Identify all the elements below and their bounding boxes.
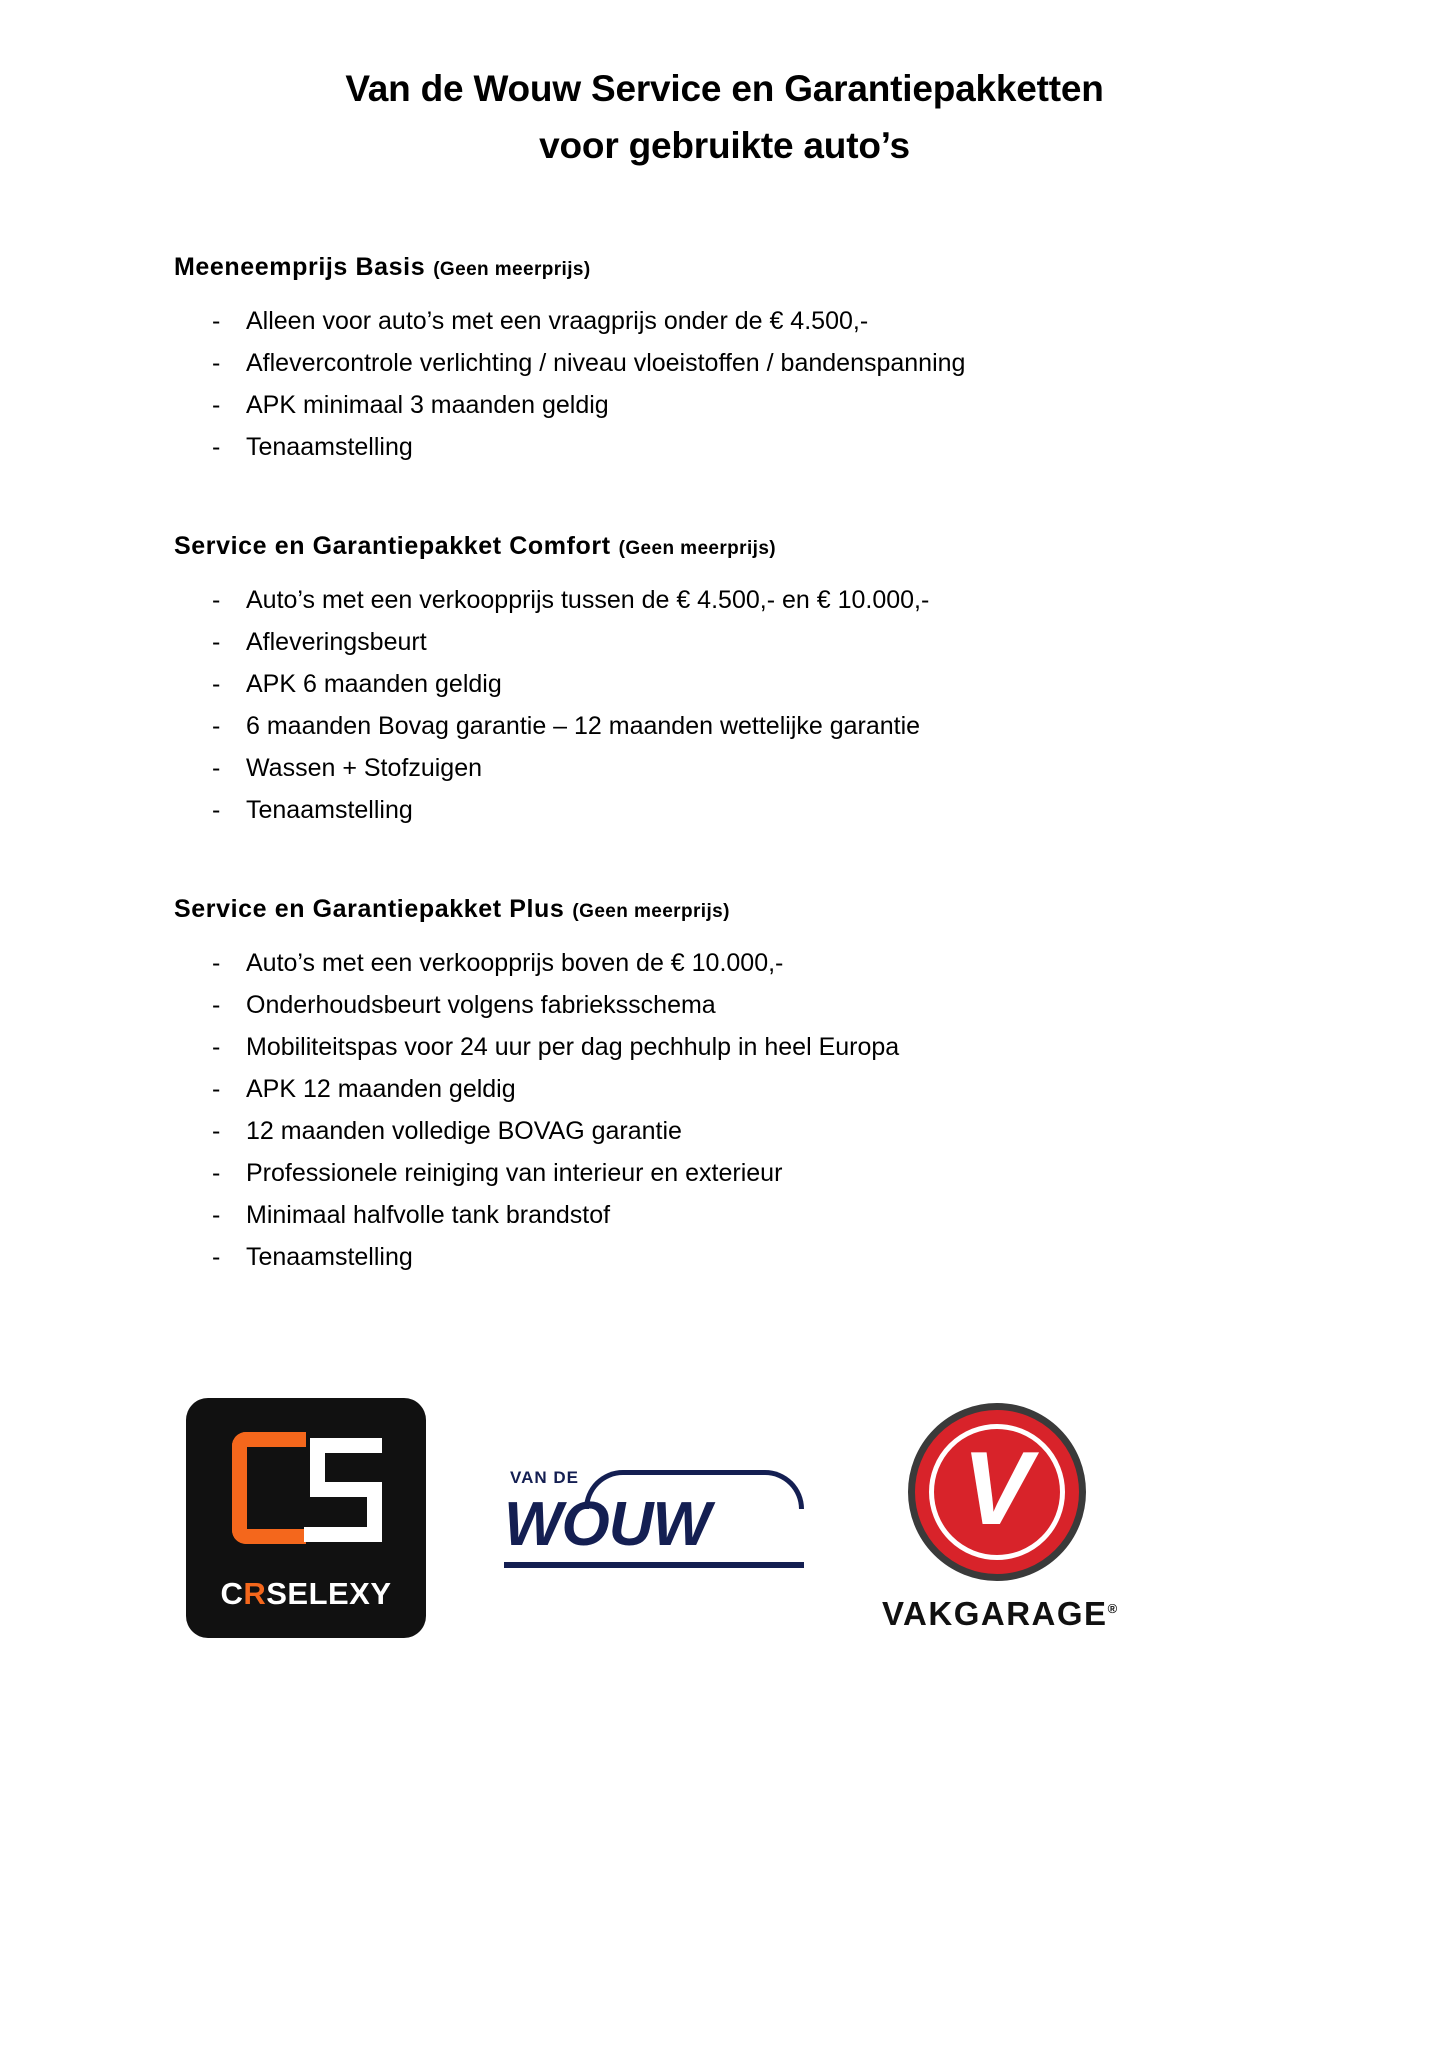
section-heading-suffix: (Geen meerprijs) xyxy=(618,537,777,559)
list-item-label: 12 maanden volledige BOVAG garantie xyxy=(246,1116,682,1145)
vakgarage-logo xyxy=(882,1403,1119,1633)
vakgarage-badge-icon xyxy=(908,1403,1086,1581)
section-heading-comfort xyxy=(174,532,1329,561)
list-item-label: APK 6 maanden geldig xyxy=(246,669,502,698)
section-list-basis xyxy=(120,300,1329,468)
section-comfort xyxy=(120,532,1329,831)
carselexy-wordmark xyxy=(186,1576,426,1612)
page-title-line-1: Van de Wouw Service en Garantiepakketten xyxy=(345,68,1104,109)
list-item xyxy=(120,747,1329,789)
list-item xyxy=(120,1236,1329,1278)
list-item-label: Auto’s met een verkoopprijs tussen de € 4.500,- en € 10.000,- xyxy=(246,585,930,614)
section-list-comfort xyxy=(120,579,1329,831)
page-title xyxy=(120,60,1329,175)
section-heading-basis xyxy=(174,253,1329,282)
section-heading-text: Service en Garantiepakket Comfort xyxy=(174,531,611,560)
wouw-wordmark: WOUW xyxy=(504,1489,711,1559)
bullet-dash: - xyxy=(212,1032,221,1061)
section-heading-text: Service en Garantiepakket Plus xyxy=(174,894,565,923)
list-item-label: Aflevercontrole verlichting / niveau vloeistoffen / bandenspanning xyxy=(246,348,966,377)
vakgarage-v-letter: V xyxy=(962,1430,1032,1547)
section-basis xyxy=(120,253,1329,468)
list-item xyxy=(120,1110,1329,1152)
bullet-dash: - xyxy=(212,1074,221,1103)
carselexy-word-highlight: R xyxy=(243,1575,267,1611)
list-item-label: Mobiliteitspas voor 24 uur per dag pechhulp in heel Europa xyxy=(246,1032,900,1061)
bullet-dash: - xyxy=(212,1242,221,1271)
section-plus xyxy=(120,895,1329,1278)
carselexy-word-part2: SELEXY xyxy=(266,1575,392,1611)
list-item xyxy=(120,942,1329,984)
bullet-dash: - xyxy=(212,1158,221,1187)
list-item xyxy=(120,384,1329,426)
list-item xyxy=(120,579,1329,621)
list-item-label: Auto’s met een verkoopprijs boven de € 10.000,- xyxy=(246,948,784,977)
wouw-top-label: VAN DE xyxy=(510,1467,579,1487)
list-item xyxy=(120,984,1329,1026)
section-heading-suffix: (Geen meerprijs) xyxy=(572,900,730,922)
bullet-dash: - xyxy=(212,1116,221,1145)
list-item xyxy=(120,1194,1329,1236)
bullet-dash: - xyxy=(212,1200,221,1229)
list-item-label: Afleveringsbeurt xyxy=(246,627,427,656)
bullet-dash: - xyxy=(212,669,221,698)
section-heading-text: Meeneemprijs Basis xyxy=(174,252,426,281)
bullet-dash: - xyxy=(212,585,221,614)
bullet-dash: - xyxy=(212,711,221,740)
bullet-dash: - xyxy=(212,432,221,461)
bullet-dash: - xyxy=(212,306,221,335)
wouw-car-arc-icon xyxy=(584,1470,804,1509)
section-heading-plus xyxy=(174,895,1329,924)
list-item-label: Tenaamstelling xyxy=(246,432,413,461)
list-item xyxy=(120,1152,1329,1194)
list-item xyxy=(120,426,1329,468)
van-de-wouw-logo xyxy=(504,1468,804,1568)
carselexy-c-shape xyxy=(232,1432,306,1544)
bullet-dash: - xyxy=(212,948,221,977)
list-item-label: Tenaamstelling xyxy=(246,795,413,824)
bullet-dash: - xyxy=(212,990,221,1019)
list-item-label: Tenaamstelling xyxy=(246,1242,413,1271)
list-item xyxy=(120,1068,1329,1110)
bullet-dash: - xyxy=(212,753,221,782)
section-heading-suffix: (Geen meerprijs) xyxy=(433,258,591,280)
list-item xyxy=(120,789,1329,831)
list-item xyxy=(120,300,1329,342)
list-item xyxy=(120,621,1329,663)
wouw-underline xyxy=(504,1562,804,1568)
list-item xyxy=(120,342,1329,384)
logo-row xyxy=(120,1398,1329,1638)
list-item-label: APK minimaal 3 maanden geldig xyxy=(246,390,609,419)
list-item xyxy=(120,1026,1329,1068)
section-list-plus xyxy=(120,942,1329,1278)
list-item-label: Wassen + Stofzuigen xyxy=(246,753,483,782)
carselexy-logo xyxy=(186,1398,426,1638)
carselexy-s-shape xyxy=(304,1438,382,1542)
list-item xyxy=(120,705,1329,747)
list-item-label: APK 12 maanden geldig xyxy=(246,1074,516,1103)
bullet-dash: - xyxy=(212,795,221,824)
carselexy-mark-icon xyxy=(232,1432,382,1550)
page-title-line-2: voor gebruikte auto’s xyxy=(539,125,910,167)
list-item-label: 6 maanden Bovag garantie – 12 maanden wettelijke garantie xyxy=(246,711,921,740)
list-item-label: Professionele reiniging van interieur en exterieur xyxy=(246,1158,783,1187)
list-item-label: Minimaal halfvolle tank brandstof xyxy=(246,1200,611,1229)
vakgarage-registered-mark: ® xyxy=(1107,1600,1119,1616)
list-item-label: Onderhoudsbeurt volgens fabrieksschema xyxy=(246,990,716,1019)
bullet-dash: - xyxy=(212,390,221,419)
carselexy-word-part1: C xyxy=(220,1575,244,1611)
bullet-dash: - xyxy=(212,627,221,656)
bullet-dash: - xyxy=(212,348,221,377)
list-item xyxy=(120,663,1329,705)
vakgarage-wordmark xyxy=(882,1594,1119,1633)
vakgarage-word-text: VAKGARAGE xyxy=(882,1594,1108,1632)
list-item-label: Alleen voor auto’s met een vraagprijs onder de € 4.500,- xyxy=(246,306,869,335)
